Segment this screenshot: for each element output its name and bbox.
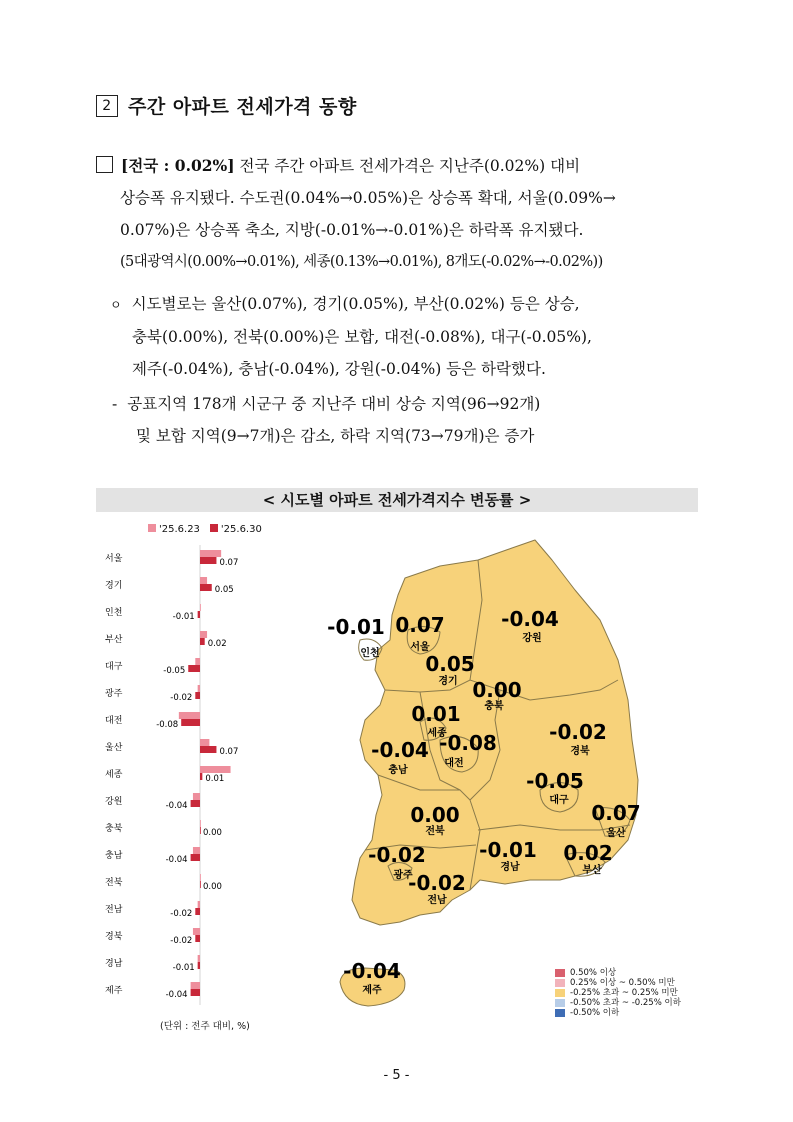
map-value: -0.01 — [327, 615, 385, 639]
data-label: -0.04 — [165, 990, 188, 1000]
map-value: -0.05 — [526, 769, 584, 793]
map-legend-item: -0.25% 초과 ~ 0.25% 미만 — [555, 988, 681, 998]
paragraph-line: 0.07%)은 상승폭 축소, 지방(-0.01%→-0.01%)은 하락폭 유지됐다. — [120, 221, 584, 239]
data-label: -0.02 — [170, 909, 193, 919]
map-region-name: 충남 — [388, 765, 408, 776]
map-region-name: 대전 — [444, 758, 464, 769]
category-label: 충남 — [105, 851, 123, 861]
map-region-name: 세종 — [427, 728, 447, 739]
map-region-name: 대구 — [549, 795, 569, 806]
page-number: - 5 - — [383, 1068, 410, 1083]
map-legend-item: 0.25% 이상 ~ 0.50% 미만 — [555, 978, 681, 988]
map-value: -0.02 — [549, 720, 607, 744]
map-value: 0.01 — [411, 702, 461, 726]
section-title-text: 주간 아파트 전세가격 동향 — [128, 96, 357, 118]
map-value: -0.04 — [501, 607, 559, 631]
category-label: 대구 — [105, 662, 123, 672]
map-legend-item: -0.50% 이하 — [555, 1008, 681, 1018]
map-region-name: 인천 — [360, 648, 380, 659]
bullet-marker: ㅇ — [110, 298, 122, 312]
map-value: 0.05 — [425, 652, 475, 676]
map-region-name: 제주 — [362, 985, 382, 996]
category-label: 제주 — [105, 986, 123, 996]
map-legend-item: -0.50% 초과 ~ -0.25% 이하 — [555, 998, 681, 1008]
data-label: 0.00 — [203, 882, 222, 892]
paragraph-line: 시도별로는 울산(0.07%), 경기(0.05%), 부산(0.02%) 등은 상승, — [131, 295, 580, 313]
data-label: -0.04 — [165, 801, 188, 811]
map-value: 0.02 — [563, 841, 613, 865]
data-label: -0.01 — [172, 612, 195, 622]
paragraph-line: 전국 주간 아파트 전세가격은 지난주(0.02%) 대비 — [239, 157, 581, 175]
map-region-name: 경기 — [438, 676, 458, 687]
legend-item-prev: '25.6.23 — [148, 524, 200, 535]
category-label: 광주 — [105, 689, 123, 699]
category-label: 대전 — [105, 716, 123, 726]
data-label: -0.02 — [170, 936, 193, 946]
map-value: 0.00 — [472, 678, 522, 702]
section-number: 2 — [96, 95, 118, 117]
map-value: -0.08 — [439, 731, 497, 755]
category-label: 경기 — [105, 581, 123, 591]
category-label: 세종 — [105, 770, 123, 780]
map-region-name: 강원 — [522, 633, 542, 644]
map-value: -0.04 — [371, 738, 429, 762]
map-value: 0.00 — [410, 803, 460, 827]
paragraph-line: (5대광역시(0.00%→0.01%), 세종(0.13%→0.01%), 8개도(-0.02%→-0.02%)) — [120, 254, 603, 270]
paragraph-line: 상승폭 유지됐다. 수도권(0.04%→0.05%)은 상승폭 확대, 서울(0.09%→ — [120, 189, 616, 207]
paragraph-line: 공표지역 178개 시군구 중 지난주 대비 상승 지역(96→92개) — [127, 395, 541, 413]
map-value: 0.07 — [591, 801, 641, 825]
data-label: -0.05 — [163, 666, 186, 676]
chart-title: < 시도별 아파트 전세가격지수 변동률 > — [96, 488, 698, 512]
category-label: 전남 — [105, 905, 123, 915]
unit-note: (단위 : 전주 대비, %) — [160, 1021, 250, 1032]
dash-marker: - — [112, 395, 118, 413]
data-label: -0.08 — [156, 720, 179, 730]
map-region-name: 경남 — [500, 862, 520, 873]
nationwide-lead: [전국 : 0.02%] — [121, 156, 235, 175]
map-value: 0.07 — [395, 613, 445, 637]
category-label: 경북 — [105, 932, 123, 942]
map-region-name: 광주 — [393, 870, 413, 881]
map-region-name: 경북 — [570, 746, 590, 757]
legend-item-curr: '25.6.30 — [210, 524, 262, 535]
data-label: 0.07 — [219, 558, 239, 568]
data-label: -0.02 — [170, 693, 193, 703]
data-label: 0.02 — [207, 639, 227, 649]
category-label: 서울 — [105, 554, 123, 564]
category-label: 충북 — [105, 824, 123, 834]
data-label: -0.01 — [172, 963, 195, 973]
category-label: 부산 — [105, 635, 123, 645]
map-region-name: 충북 — [484, 701, 504, 712]
map-value: -0.02 — [368, 843, 426, 867]
category-label: 강원 — [105, 797, 123, 807]
paragraph-line: 및 보합 지역(9→7개)은 감소, 하락 지역(73→79개)은 증가 — [136, 427, 535, 445]
map-value: -0.02 — [408, 871, 466, 895]
data-label: 0.05 — [214, 585, 234, 595]
map-value: -0.04 — [343, 959, 401, 983]
map-value: -0.01 — [479, 838, 537, 862]
data-label: 0.00 — [203, 828, 222, 838]
map-legend — [555, 968, 681, 1018]
category-label: 울산 — [105, 743, 123, 753]
category-label: 경남 — [105, 959, 123, 969]
map-region-name: 울산 — [606, 828, 626, 839]
data-label: 0.07 — [219, 747, 239, 757]
map-region-name: 전북 — [425, 826, 445, 837]
data-label: 0.01 — [205, 774, 225, 784]
map-region-name: 부산 — [582, 865, 602, 876]
paragraph-line: 충북(0.00%), 전북(0.00%)은 보합, 대전(-0.08%), 대구(-0.05%), — [132, 328, 592, 346]
data-label: -0.04 — [165, 855, 188, 865]
map-region-name: 전남 — [427, 895, 447, 906]
paragraph-line: 제주(-0.04%), 충남(-0.04%), 강원(-0.04%) 등은 하락했다. — [132, 360, 546, 378]
category-label: 전북 — [105, 878, 123, 888]
map-legend-item: 0.50% 이상 — [555, 968, 681, 978]
category-label: 인천 — [105, 608, 123, 618]
map-region-name: 서울 — [410, 642, 430, 653]
